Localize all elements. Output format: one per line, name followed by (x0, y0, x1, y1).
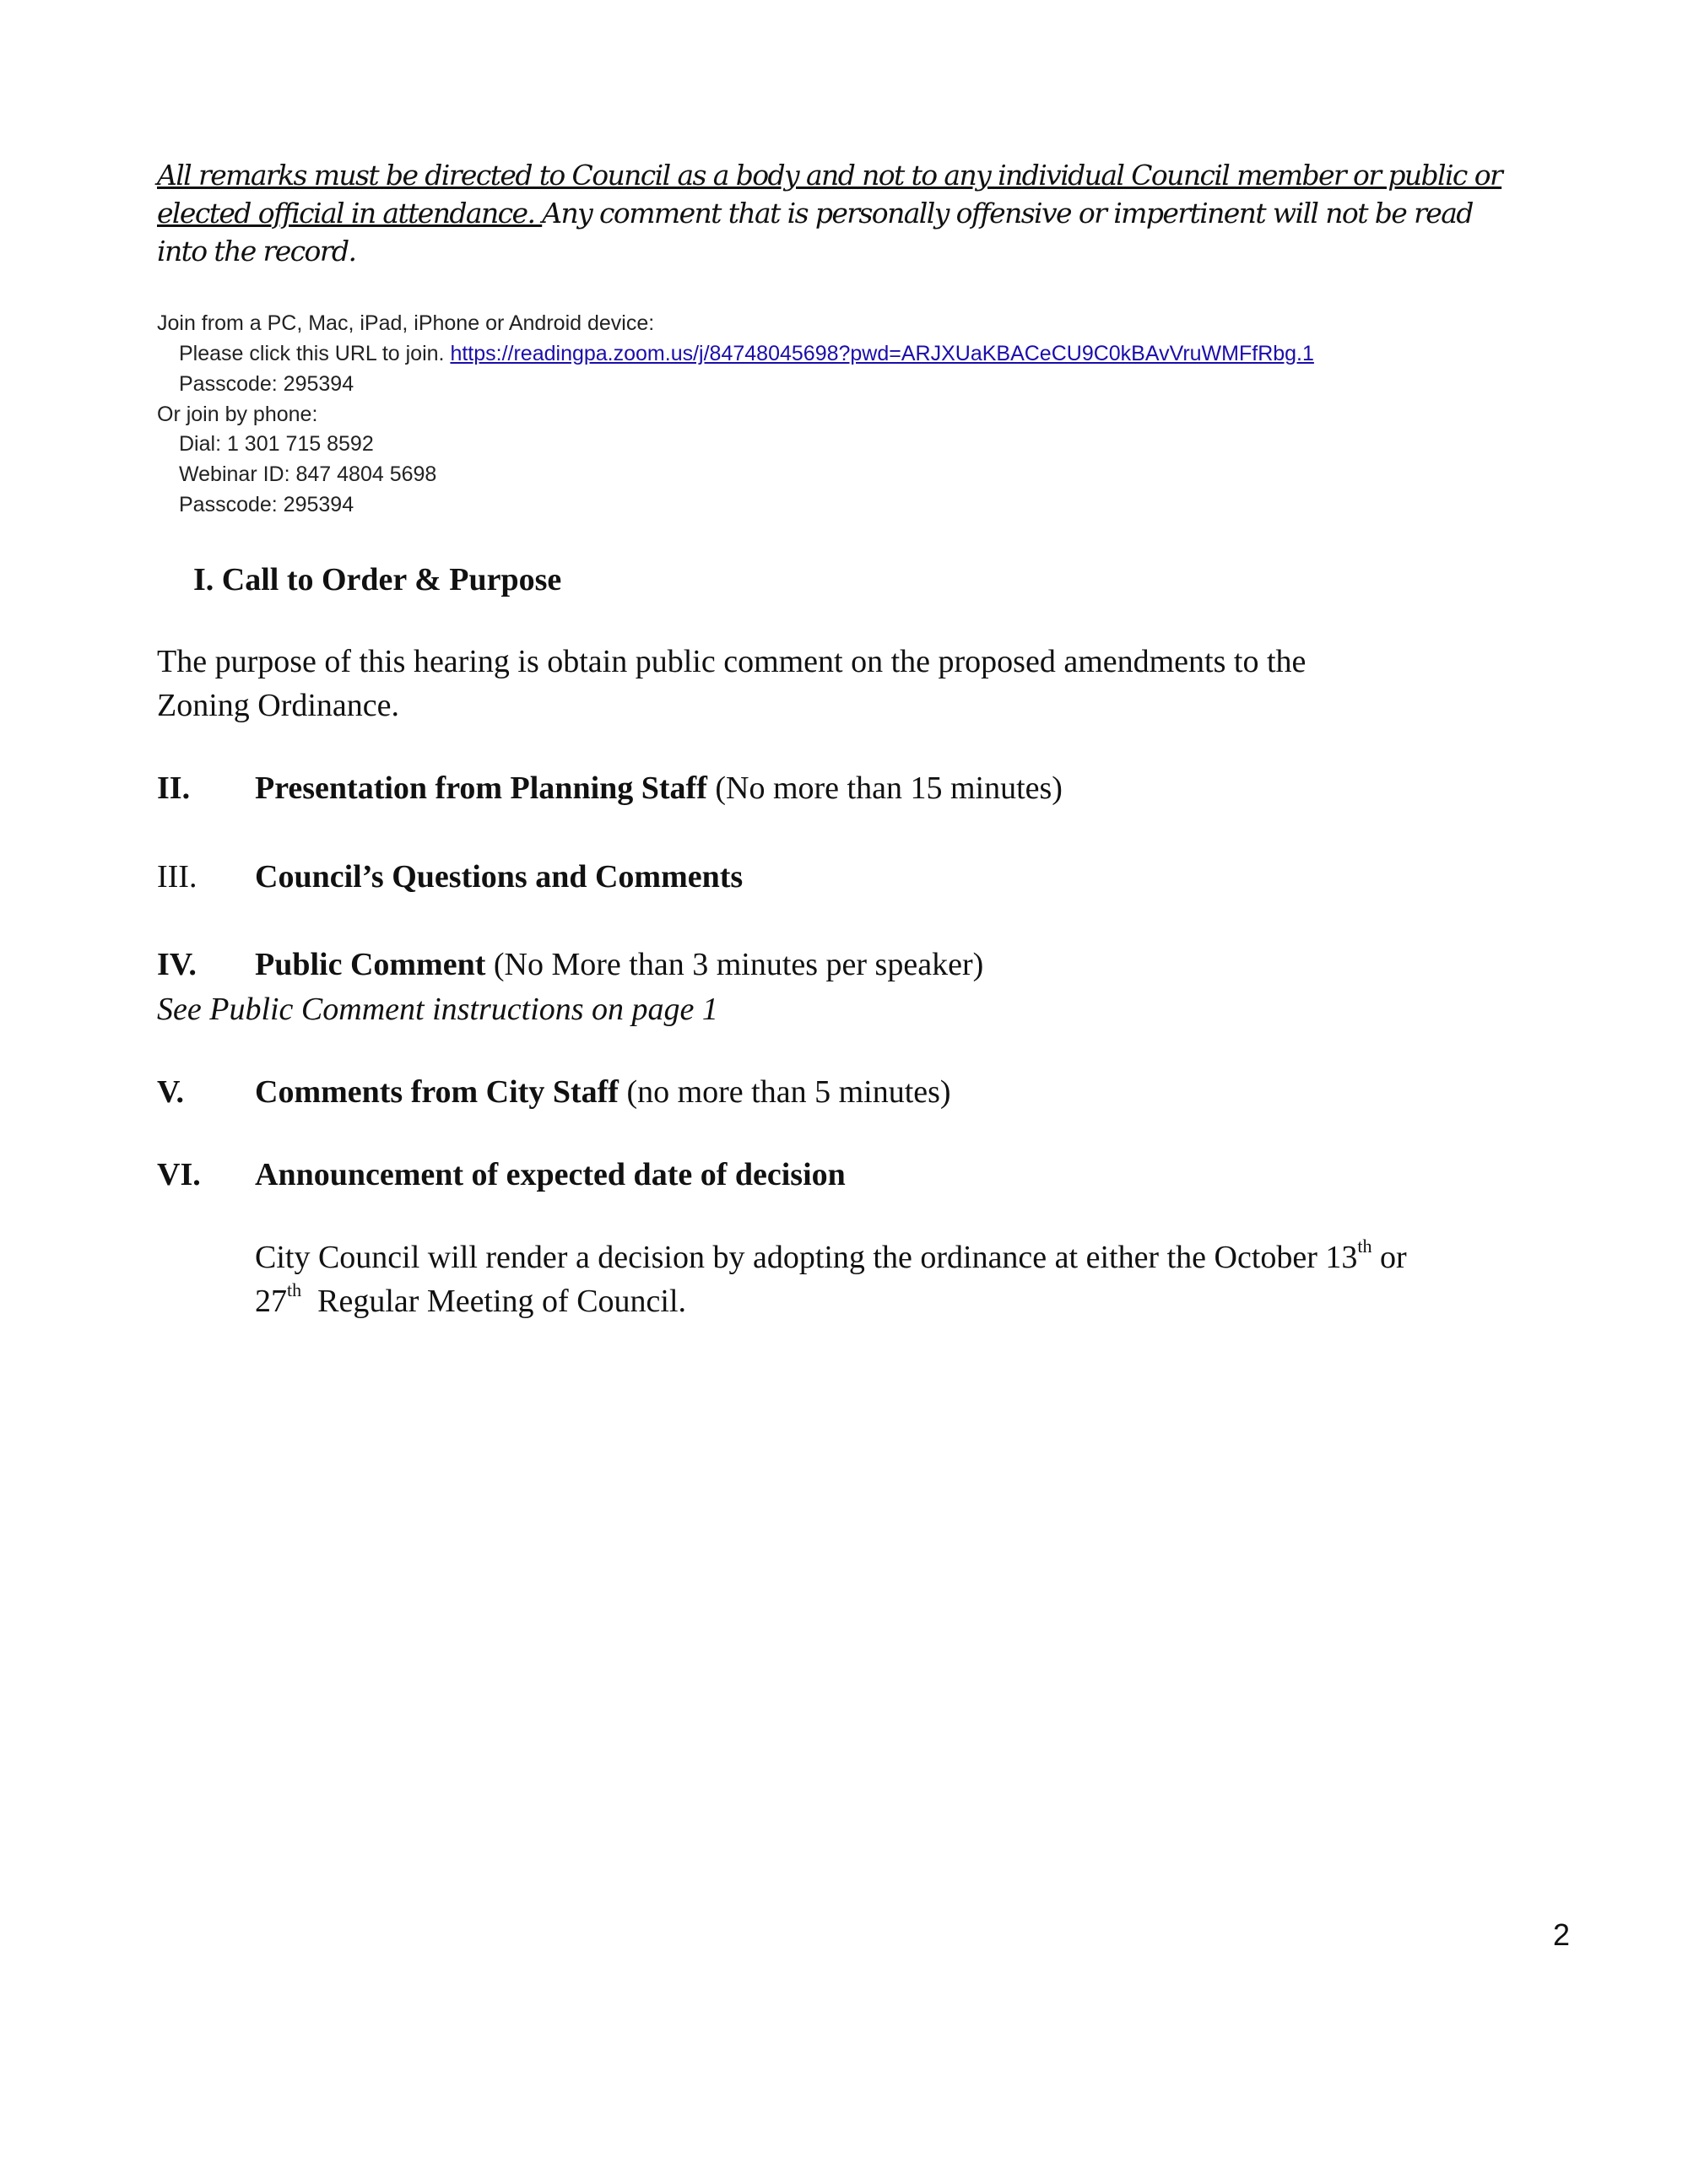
purpose-line-2: Zoning Ordinance. (157, 688, 400, 723)
decision-line-2 (255, 1279, 687, 1320)
zoom-link[interactable]: https://readingpa.zoom.us/j/84748045698?pwd=ARJXUaKBACeCU9C0kBAvVruWMFfRbg.1 (450, 342, 1314, 365)
section-1-heading: I. Call to Order & Purpose (193, 562, 562, 597)
notice-line-3: into the record. (157, 235, 356, 268)
item-title: Announcement of expected date of decision (255, 1157, 846, 1192)
item-text (255, 770, 1063, 807)
passcode-2: Passcode: 295394 (179, 493, 354, 516)
url-prompt: Please click this URL to join. (179, 342, 445, 365)
superscript: th (287, 1279, 302, 1300)
item-number: IV. (157, 947, 197, 982)
public-comment-note: See Public Comment instructions on page 1 (157, 992, 718, 1027)
notice-rest: Any comment that is personally offensive or impertinent will not be read (542, 197, 1473, 230)
notice-underlined: elected official in attendance. (157, 197, 543, 230)
notice-line-1: All remarks must be directed to Council as a body and not to any individual Council member or public or (157, 159, 1502, 192)
decision-text: Regular Meeting of Council. (301, 1284, 687, 1319)
item-number: III. (157, 859, 197, 895)
item-note: (No More than 3 minutes per speaker) (485, 947, 984, 982)
join-phone-heading: Or join by phone: (157, 403, 318, 426)
superscript: th (1357, 1235, 1372, 1257)
item-number: VI. (157, 1157, 201, 1192)
item-title: Presentation from Planning Staff (255, 770, 707, 806)
item-title: Comments from City Staff (255, 1074, 619, 1110)
page-number: 2 (1553, 1917, 1571, 1952)
passcode-1: Passcode: 295394 (179, 372, 354, 396)
item-title: Public Comment (255, 947, 486, 982)
item-text (255, 1073, 951, 1111)
dial-number: Dial: 1 301 715 8592 (179, 432, 374, 456)
item-number: V. (157, 1074, 185, 1110)
decision-text-end: or (1372, 1240, 1407, 1275)
item-title: Council’s Questions and Comments (255, 859, 744, 895)
item-text (255, 946, 983, 983)
join-pc-heading: Join from a PC, Mac, iPad, iPhone or Android device: (157, 311, 655, 335)
item-note: (No more than 15 minutes) (706, 770, 1063, 806)
item-number: II. (157, 770, 191, 806)
join-url-line (179, 342, 1314, 366)
decision-text: City Council will render a decision by adopting the ordinance at either the October 13 (255, 1240, 1358, 1275)
purpose-line-1: The purpose of this hearing is obtain public comment on the proposed amendments to the (157, 644, 1307, 679)
item-note: (no more than 5 minutes) (618, 1074, 951, 1110)
decision-line-1 (255, 1235, 1407, 1276)
notice-line-2 (157, 197, 1473, 230)
item-text (255, 1156, 846, 1193)
decision-date: 27 (255, 1284, 287, 1319)
webinar-id: Webinar ID: 847 4804 5698 (179, 462, 437, 486)
item-text (255, 858, 743, 895)
